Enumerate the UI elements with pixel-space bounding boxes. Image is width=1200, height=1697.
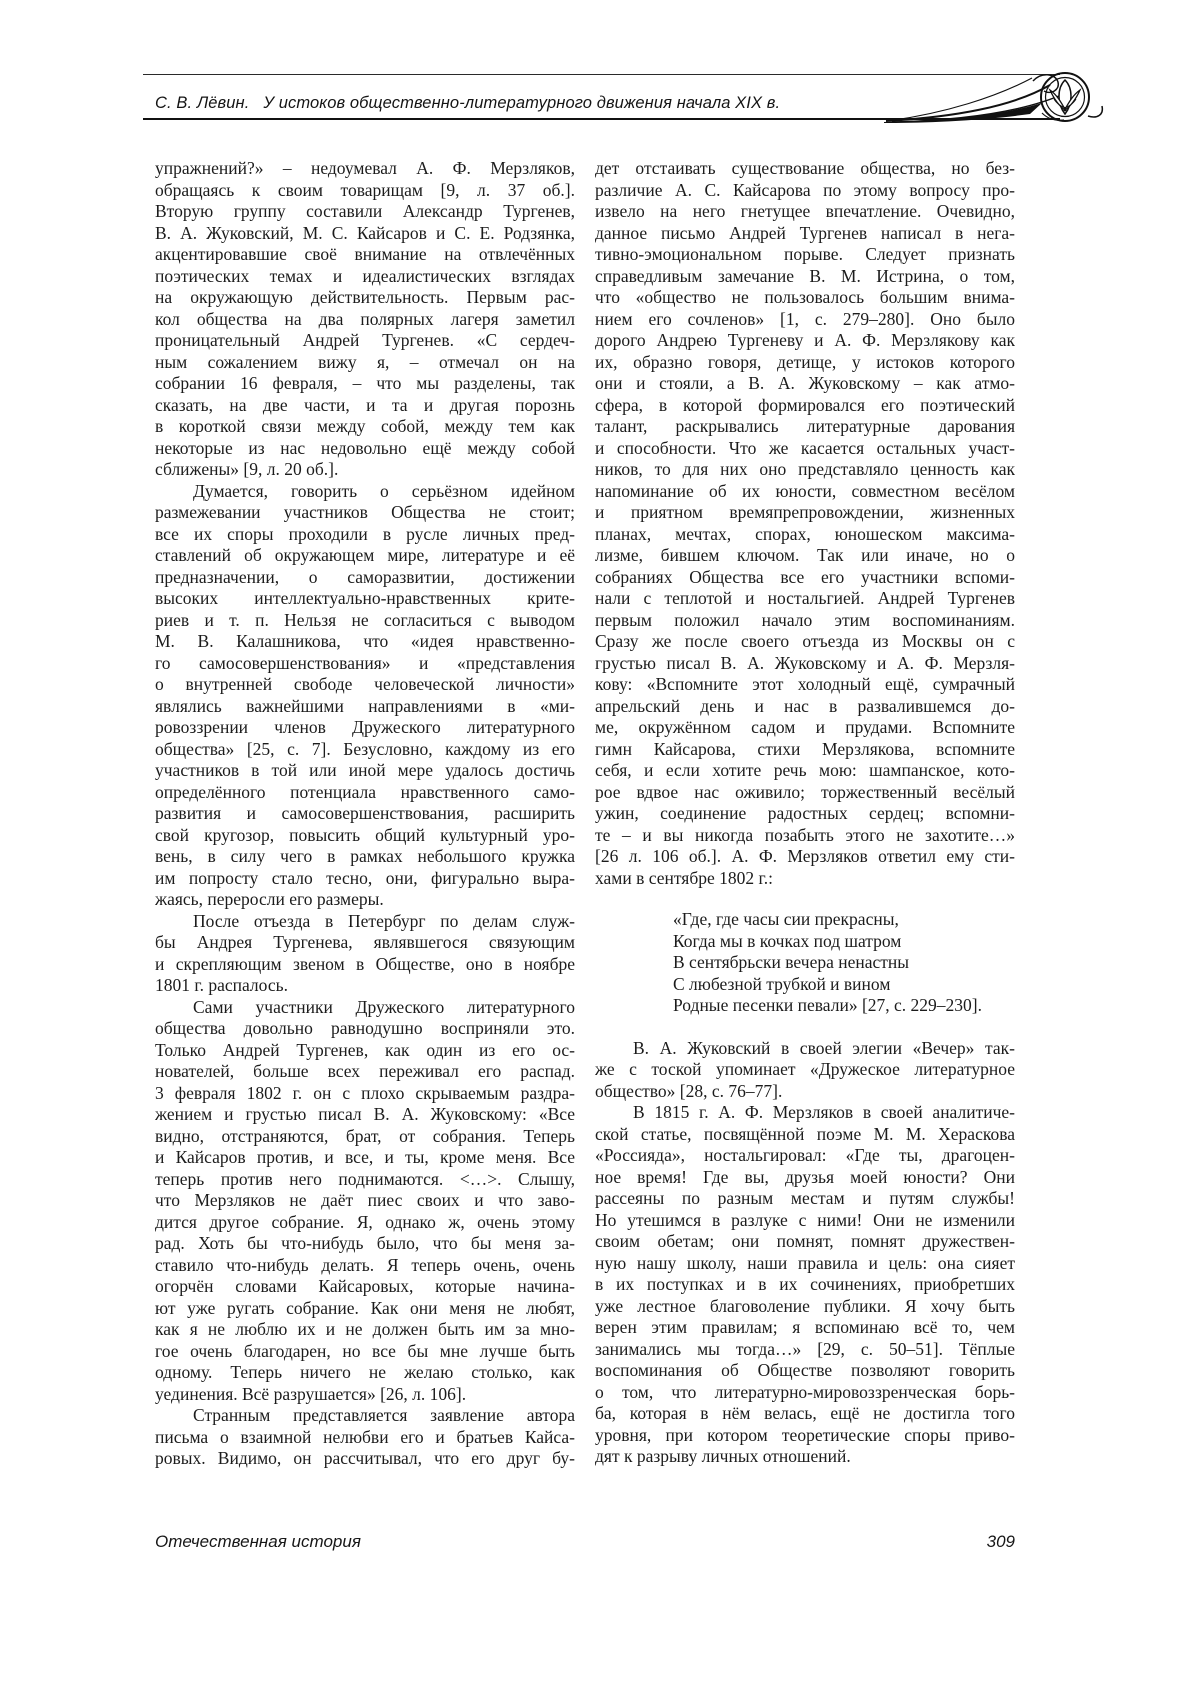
text-line: [26 л. 106 об.]. А. Ф. Мерзляков ответил ему сти- (595, 846, 1015, 866)
text-line: обращаясь к своим товарищам [9, л. 37 об.]. (155, 179, 575, 200)
text-line: те – и вы никогда позабыть этого не захотите…» (595, 824, 1015, 845)
text-line: их, образно говоря, детище, у истоков которого (595, 351, 1015, 372)
text-line: они и стояли, а В. А. Жуковскому – как атмо- (595, 373, 1015, 393)
text-line: Родные песенки певали» [27, с. 229–230]. (673, 995, 982, 1015)
text-line: общества» [25, с. 7]. Безусловно, каждому из его (155, 738, 575, 759)
text-line: В. А. Жуковский, М. С. Кайсаров и С. Е. Родзянка, (155, 222, 575, 243)
text-line: размежевании участников Общества не стоит; (155, 502, 575, 522)
text-line: Но утешимся в разлуке с ними! Они не изменили (595, 1209, 1015, 1230)
running-header-author: С. В. Лёвин. (155, 94, 250, 112)
text-line: Сразу же после своего отъезда из Москвы он с (595, 631, 1015, 651)
paragraph (595, 1102, 1015, 1468)
text-line: теперь против него поднимаются. <…>. Слышу, (155, 1168, 575, 1189)
text-line: В сентябрьски вечера ненастны (673, 952, 910, 972)
text-line: ме, окружённом садом и прудами. Вспомните (595, 717, 1015, 737)
text-line: собрании 16 февраля, – что мы разделены, так (155, 373, 575, 393)
text-line: ровых. Видимо, он рассчитывал, что его друг бу- (155, 1448, 575, 1468)
page-header (143, 74, 1060, 120)
text-line: Вторую группу составили Александр Тургенев, (155, 201, 575, 221)
text-line: «Где, где часы сии прекрасны, (673, 909, 899, 929)
text-line: высоких интеллектуально-нравственных крите- (155, 588, 575, 608)
text-line: 1801 г. распалось. (155, 975, 288, 995)
text-line: как я не люблю их и не должен быть им за мно- (155, 1319, 575, 1339)
text-line: ным сожалением вижу я, – отмечал он на (155, 351, 575, 372)
text-line: поэтических темах и идеалистических взглядах (155, 265, 575, 286)
header-rule-bottom (143, 118, 1060, 121)
text-line: Только Андрей Тургенев, как один из его ос- (155, 1039, 575, 1060)
text-line: дят к разрыву личных отношений. (595, 1446, 851, 1466)
text-line: нали с теплотой и ностальгией. Андрей Тургенев (595, 588, 1015, 608)
running-header (155, 94, 780, 113)
text-line: рое вдвое нас оживило; торжественный весёлый (595, 781, 1015, 802)
text-line: общество» [28, с. 76–77]. (595, 1080, 783, 1101)
text-line: сказать, на две части, и та и другая порознь (155, 394, 575, 415)
text-line: грустью писал В. А. Жуковскому и А. Ф. Мерзля- (595, 652, 1015, 673)
text-line: хами в сентябре 1802 г.: (595, 867, 773, 888)
text-line: лизме, бившем ключом. Так или иначе, но о (595, 545, 1015, 565)
text-line: ба, которая в нём велась, ещё не достигла того (595, 1403, 1015, 1423)
text-line: им попросту стало тесно, они, фигурально выра- (155, 867, 575, 888)
text-line: в короткой связи между собой, между тем как (155, 416, 575, 436)
text-line: планах, мечтах, спорах, юношеском максима- (595, 523, 1015, 544)
text-line: В. А. Жуковский в своей элегии «Вечер» так- (633, 1037, 1015, 1058)
text-line: дится другое собрание. Я, однако ж, очень этому (155, 1211, 575, 1232)
text-line: одному. Теперь ничего не желаю столько, как (155, 1362, 575, 1382)
text-line: свой кругозор, повысить общий культурный уро- (155, 824, 575, 845)
text-line: извело на него гнетущее впечатление. Очевидно, (595, 201, 1015, 221)
text-line: ужин, соединение радостных сердец; вспомни- (595, 803, 1015, 823)
journal-title: Отечественная история (155, 1532, 361, 1551)
text-line: воспоминания об Обществе позволяют говорить (595, 1360, 1015, 1380)
text-line: ставило что-нибудь делать. Я теперь очень, очень (155, 1254, 575, 1275)
text-line: Странным представляется заявление автора (193, 1405, 575, 1425)
text-line: все их споры проходили в русле личных пред- (155, 523, 575, 544)
paragraph (155, 1405, 575, 1470)
text-line: риев и т. п. Нельзя не согласиться с выводом (155, 609, 575, 630)
running-header-title: У истоков общественно-литературного движения начала XIX в. (263, 94, 781, 112)
text-line: и приятном времяпрепровождении, жизненных (595, 502, 1015, 522)
text-line: огорчён словами Кайсаровых, которые начина- (155, 1276, 575, 1296)
text-line: талант, раскрывались литературные дарования (595, 416, 1015, 436)
page-footer (155, 1532, 1015, 1552)
text-line: ное время! Где вы, друзья моей юности? Они (595, 1166, 1015, 1187)
text-line: являлись важнейшими направлениями в «ми- (155, 695, 575, 716)
text-line: жаясь, переросли его размеры. (155, 889, 384, 909)
text-line: и Кайсаров против, и все, и ты, кроме меня. Все (155, 1147, 575, 1167)
text-line: дорого Андрею Тургеневу и А. Ф. Мерзлякову как (595, 330, 1015, 350)
text-line: кову: «Вспомните этот холодный ещё, сумрачный (595, 674, 1015, 694)
text-line: кол общества на два полярных лагеря заметил (155, 308, 575, 329)
text-line: на окружающую действительность. Первым рас- (155, 287, 575, 307)
text-line: определённого потенциала нравственного само- (155, 781, 575, 802)
paragraph (155, 911, 575, 997)
paragraph (155, 997, 575, 1406)
text-line: После отъезда в Петербург по делам служ- (193, 910, 575, 931)
text-line: упражнений?» – недоумевал А. Ф. Мерзляков, (155, 158, 575, 178)
text-line: ставлений об окружающем мире, литературе и её (155, 545, 575, 565)
text-line: собраниях Общества все его участники вспоми- (595, 566, 1015, 587)
text-line: в их поступках и в их сочинениях, приобретших (595, 1274, 1015, 1294)
text-line: гимн Кайсарова, стихи Мерзлякова, вспомните (595, 738, 1015, 759)
text-line: жением и грустью писал В. А. Жуковскому: «Все (155, 1104, 575, 1124)
text-line: апрельский день и нас в развалившемся до- (595, 695, 1015, 716)
text-line: проницательный Андрей Тургенев. «С сердеч- (155, 330, 575, 350)
column-right (595, 158, 1015, 1468)
paragraph (595, 1038, 1015, 1103)
text-line: дет отстаивать существование общества, но без- (595, 158, 1015, 178)
text-line: своим обетам; они помнят, помнят дружествен- (595, 1231, 1015, 1251)
text-line: верен этим правилам; я вспоминаю всё то, чем (595, 1317, 1015, 1337)
text-line: го самосовершенствования» и «представления (155, 652, 575, 673)
text-line: Думается, говорить о серьёзном идейном (193, 480, 575, 501)
text-line: письма о взаимной нелюбви его и братьев Кайса- (155, 1426, 575, 1447)
text-line: ников, то для них оно представляло ценность как (595, 459, 1015, 479)
text-line: Сами участники Дружеского литературного (193, 996, 575, 1017)
text-line: бы Андрея Тургенева, являвшегося связующим (155, 932, 575, 952)
text-line: первым положил начало этим воспоминаниям. (595, 609, 1015, 630)
text-line: уже лестное благоволение публики. Я хочу быть (595, 1295, 1015, 1316)
text-line: Когда мы в кочках под шатром (673, 930, 902, 951)
text-line: сфера, в которой формировался его поэтический (595, 394, 1015, 415)
text-line: нием его сочленов» [1, с. 279–280]. Оно было (595, 308, 1015, 329)
column-left (155, 158, 575, 1470)
text-line: гое очень благодарен, но все бы мне лучше быть (155, 1340, 575, 1361)
text-line: же с тоской упоминает «Дружеское литературное (595, 1059, 1015, 1079)
text-line: различие А. С. Кайсарова по этому вопросу про- (595, 179, 1015, 200)
text-line: и скрепляющим звеном в Обществе, оно в ноябре (155, 953, 575, 974)
text-line: ют уже ругать собрание. Как они меня не любят, (155, 1297, 575, 1318)
text-line: что Мерзляков не даёт пиес своих и что заво- (155, 1190, 575, 1210)
text-line: ской статье, посвящённой поэме М. М. Хераскова (595, 1123, 1015, 1144)
text-line: вень, в силу чего в рамках небольшого кружка (155, 846, 575, 866)
text-line: о том, что литературно-мировоззренческая борь- (595, 1381, 1015, 1402)
article-body (155, 158, 1015, 1470)
text-line: уровня, при котором теоретические споры приво- (595, 1424, 1015, 1445)
text-line: и способности. Что же касается остальных участ- (595, 437, 1015, 458)
text-line: ную нашу школу, наши правила и цель: она сияет (595, 1252, 1015, 1273)
text-line: данное письмо Андрей Тургенев написал в нега- (595, 222, 1015, 243)
text-line: нователей, больше всех переживал его распад. (155, 1061, 575, 1081)
text-line: общества довольно равнодушно восприняли это. (155, 1018, 575, 1038)
text-line: напоминание об их юности, совместном весёлом (595, 480, 1015, 501)
paragraph (155, 481, 575, 911)
text-line: участников в той или иной мере удалось достичь (155, 760, 575, 780)
text-line: В 1815 г. А. Ф. Мерзляков в своей аналитиче- (633, 1102, 1015, 1122)
text-line: развития и самосовершенствования, расширить (155, 803, 575, 823)
floral-ornament-icon (884, 69, 1106, 123)
text-line: ровоззрении членов Дружеского литературного (155, 717, 575, 737)
text-line: что «общество не пользовалось большим внима- (595, 287, 1015, 307)
paragraph (595, 158, 1015, 889)
text-line: уединения. Всё разрушается» [26, л. 106]. (155, 1383, 467, 1404)
text-line: С любезной трубкой и вином (673, 973, 891, 994)
text-line: о внутренней свободе человеческой личности» (155, 674, 575, 694)
text-line: акцентировавшие своё внимание на отвлечённых (155, 244, 575, 264)
text-line: себя, и если хотите речь мою: шампанское, кото- (595, 760, 1015, 780)
text-line: 3 февраля 1802 г. он с плохо скрываемым раздра- (155, 1082, 575, 1103)
text-line: рад. Хоть бы что-нибудь было, что бы меня за- (155, 1233, 575, 1253)
page-number: 309 (986, 1532, 1015, 1551)
text-line: некоторые из нас недовольно ещё между собой (155, 437, 575, 458)
text-line: «Россияда», ностальгировал: «Где ты, драгоцен- (595, 1145, 1015, 1165)
text-line: тивно-эмоциональном порыве. Следует признать (595, 244, 1015, 264)
paragraph (155, 158, 575, 481)
text-line: справедливым замечание В. М. Истрина, о том, (595, 265, 1015, 286)
text-line: предназначении, о саморазвитии, достижении (155, 566, 575, 587)
text-line: занимались мы тогда…» [29, с. 50–51]. Тёплые (595, 1338, 1015, 1359)
text-line: сближены» [9, л. 20 об.]. (155, 459, 339, 479)
text-line: видно, отстраняются, брат, от собрания. Теперь (155, 1125, 575, 1146)
text-line: М. В. Калашникова, что «идея нравственно- (155, 631, 575, 651)
verse-block (595, 909, 1015, 1017)
text-line: рассеяны по разным местам и путям службы! (595, 1188, 1015, 1208)
